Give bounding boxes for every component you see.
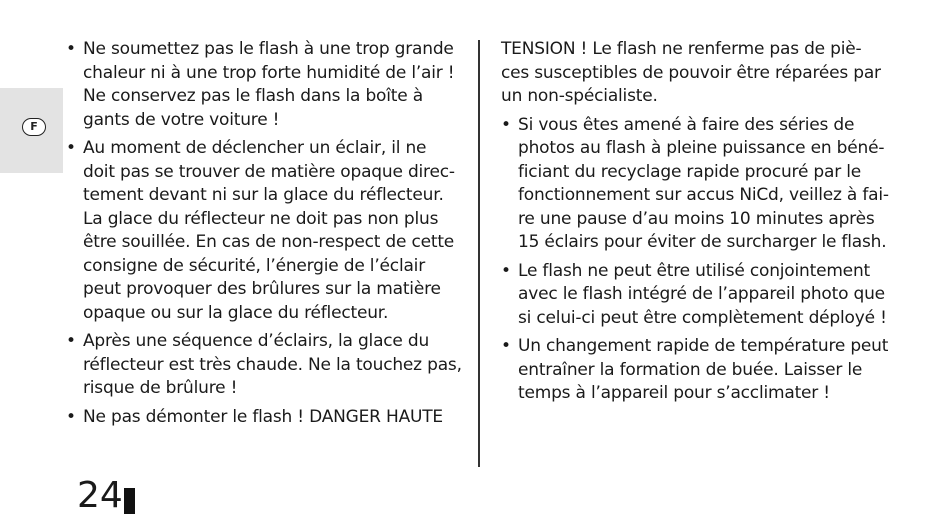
text-line: Au moment de déclencher un éclair, il ne — [83, 138, 427, 158]
text-line: TENSION ! Le flash ne renferme pas de piè- — [501, 39, 862, 59]
bullet-icon: • — [501, 336, 511, 356]
column-divider — [478, 40, 480, 467]
text-line: Ne conservez pas le flash dans la boîte à — [83, 86, 423, 106]
list-item — [66, 38, 470, 132]
text-line: Ne soumettez pas le flash à une trop grande — [83, 39, 454, 59]
thumb-index-mark — [124, 488, 135, 514]
text-line: chaleur ni à une trop forte humidité de l’air ! — [83, 62, 455, 83]
text-line: doit pas se trouver de matière opaque direc- — [83, 161, 455, 182]
text-line: avec le flash intégré de l’appareil photo que — [518, 284, 885, 304]
list-item — [66, 406, 470, 430]
page-number-text: 24 — [77, 475, 123, 516]
text-line: réflecteur est très chaude. Ne la touchez pas, — [83, 354, 462, 375]
text-line: un non-spécialiste. — [501, 86, 658, 106]
text-line: entraîner la formation de buée. Laisser le — [518, 359, 863, 380]
language-badge: F — [22, 118, 46, 136]
text-line: ficiant du recyclage rapide procuré par le — [518, 161, 861, 182]
list-item — [501, 114, 897, 255]
text-line: 15 éclairs pour éviter de surcharger le flash. — [518, 232, 887, 252]
bullet-icon: • — [501, 114, 511, 135]
text-line: gants de votre voiture ! — [83, 109, 280, 130]
text-line: peut provoquer des brûlures sur la matière — [83, 279, 441, 299]
text-line: Si vous êtes amené à faire des séries de — [518, 114, 855, 135]
text-line: ces susceptibles de pouvoir être réparées par — [501, 62, 881, 83]
text-line: fonctionnement sur accus NiCd, veillez à fai- — [518, 185, 889, 205]
left-column — [66, 38, 470, 434]
text-line: consigne de sécurité, l’énergie de l’éclair — [83, 255, 425, 276]
text-line: risque de brûlure ! — [83, 378, 238, 398]
list-item — [501, 335, 897, 406]
text-line: opaque ou sur la glace du réflecteur. — [83, 302, 389, 323]
list-item — [66, 137, 470, 325]
bullet-icon: • — [66, 39, 76, 59]
text-line: re une pause d’au moins 10 minutes après — [518, 208, 875, 229]
list-item — [66, 330, 470, 401]
page-number — [77, 470, 135, 516]
right-column — [501, 38, 897, 411]
text-line: Ne pas démonter le flash ! DANGER HAUTE — [83, 406, 443, 427]
list-item — [501, 260, 897, 331]
bullet-icon: • — [66, 331, 76, 351]
bullet-icon: • — [66, 406, 76, 427]
continued-paragraph — [501, 38, 897, 109]
text-line: tement devant ni sur la glace du réflecteur. — [83, 185, 444, 205]
text-line: être souillée. En cas de non-respect de cette — [83, 232, 455, 252]
text-line: temps à l’appareil pour s’acclimater ! — [518, 383, 830, 403]
text-line: Un changement rapide de température peut — [518, 336, 889, 356]
bullet-icon: • — [501, 260, 511, 281]
text-line: Le flash ne peut être utilisé conjointement — [518, 260, 870, 281]
text-line: Après une séquence d’éclairs, la glace du — [83, 331, 430, 351]
bullet-icon: • — [66, 138, 76, 158]
text-line: si celui-ci peut être complètement déployé ! — [518, 307, 887, 328]
text-line: photos au flash à pleine puissance en béné- — [518, 138, 885, 158]
text-line: La glace du réflecteur ne doit pas non plus — [83, 208, 439, 229]
